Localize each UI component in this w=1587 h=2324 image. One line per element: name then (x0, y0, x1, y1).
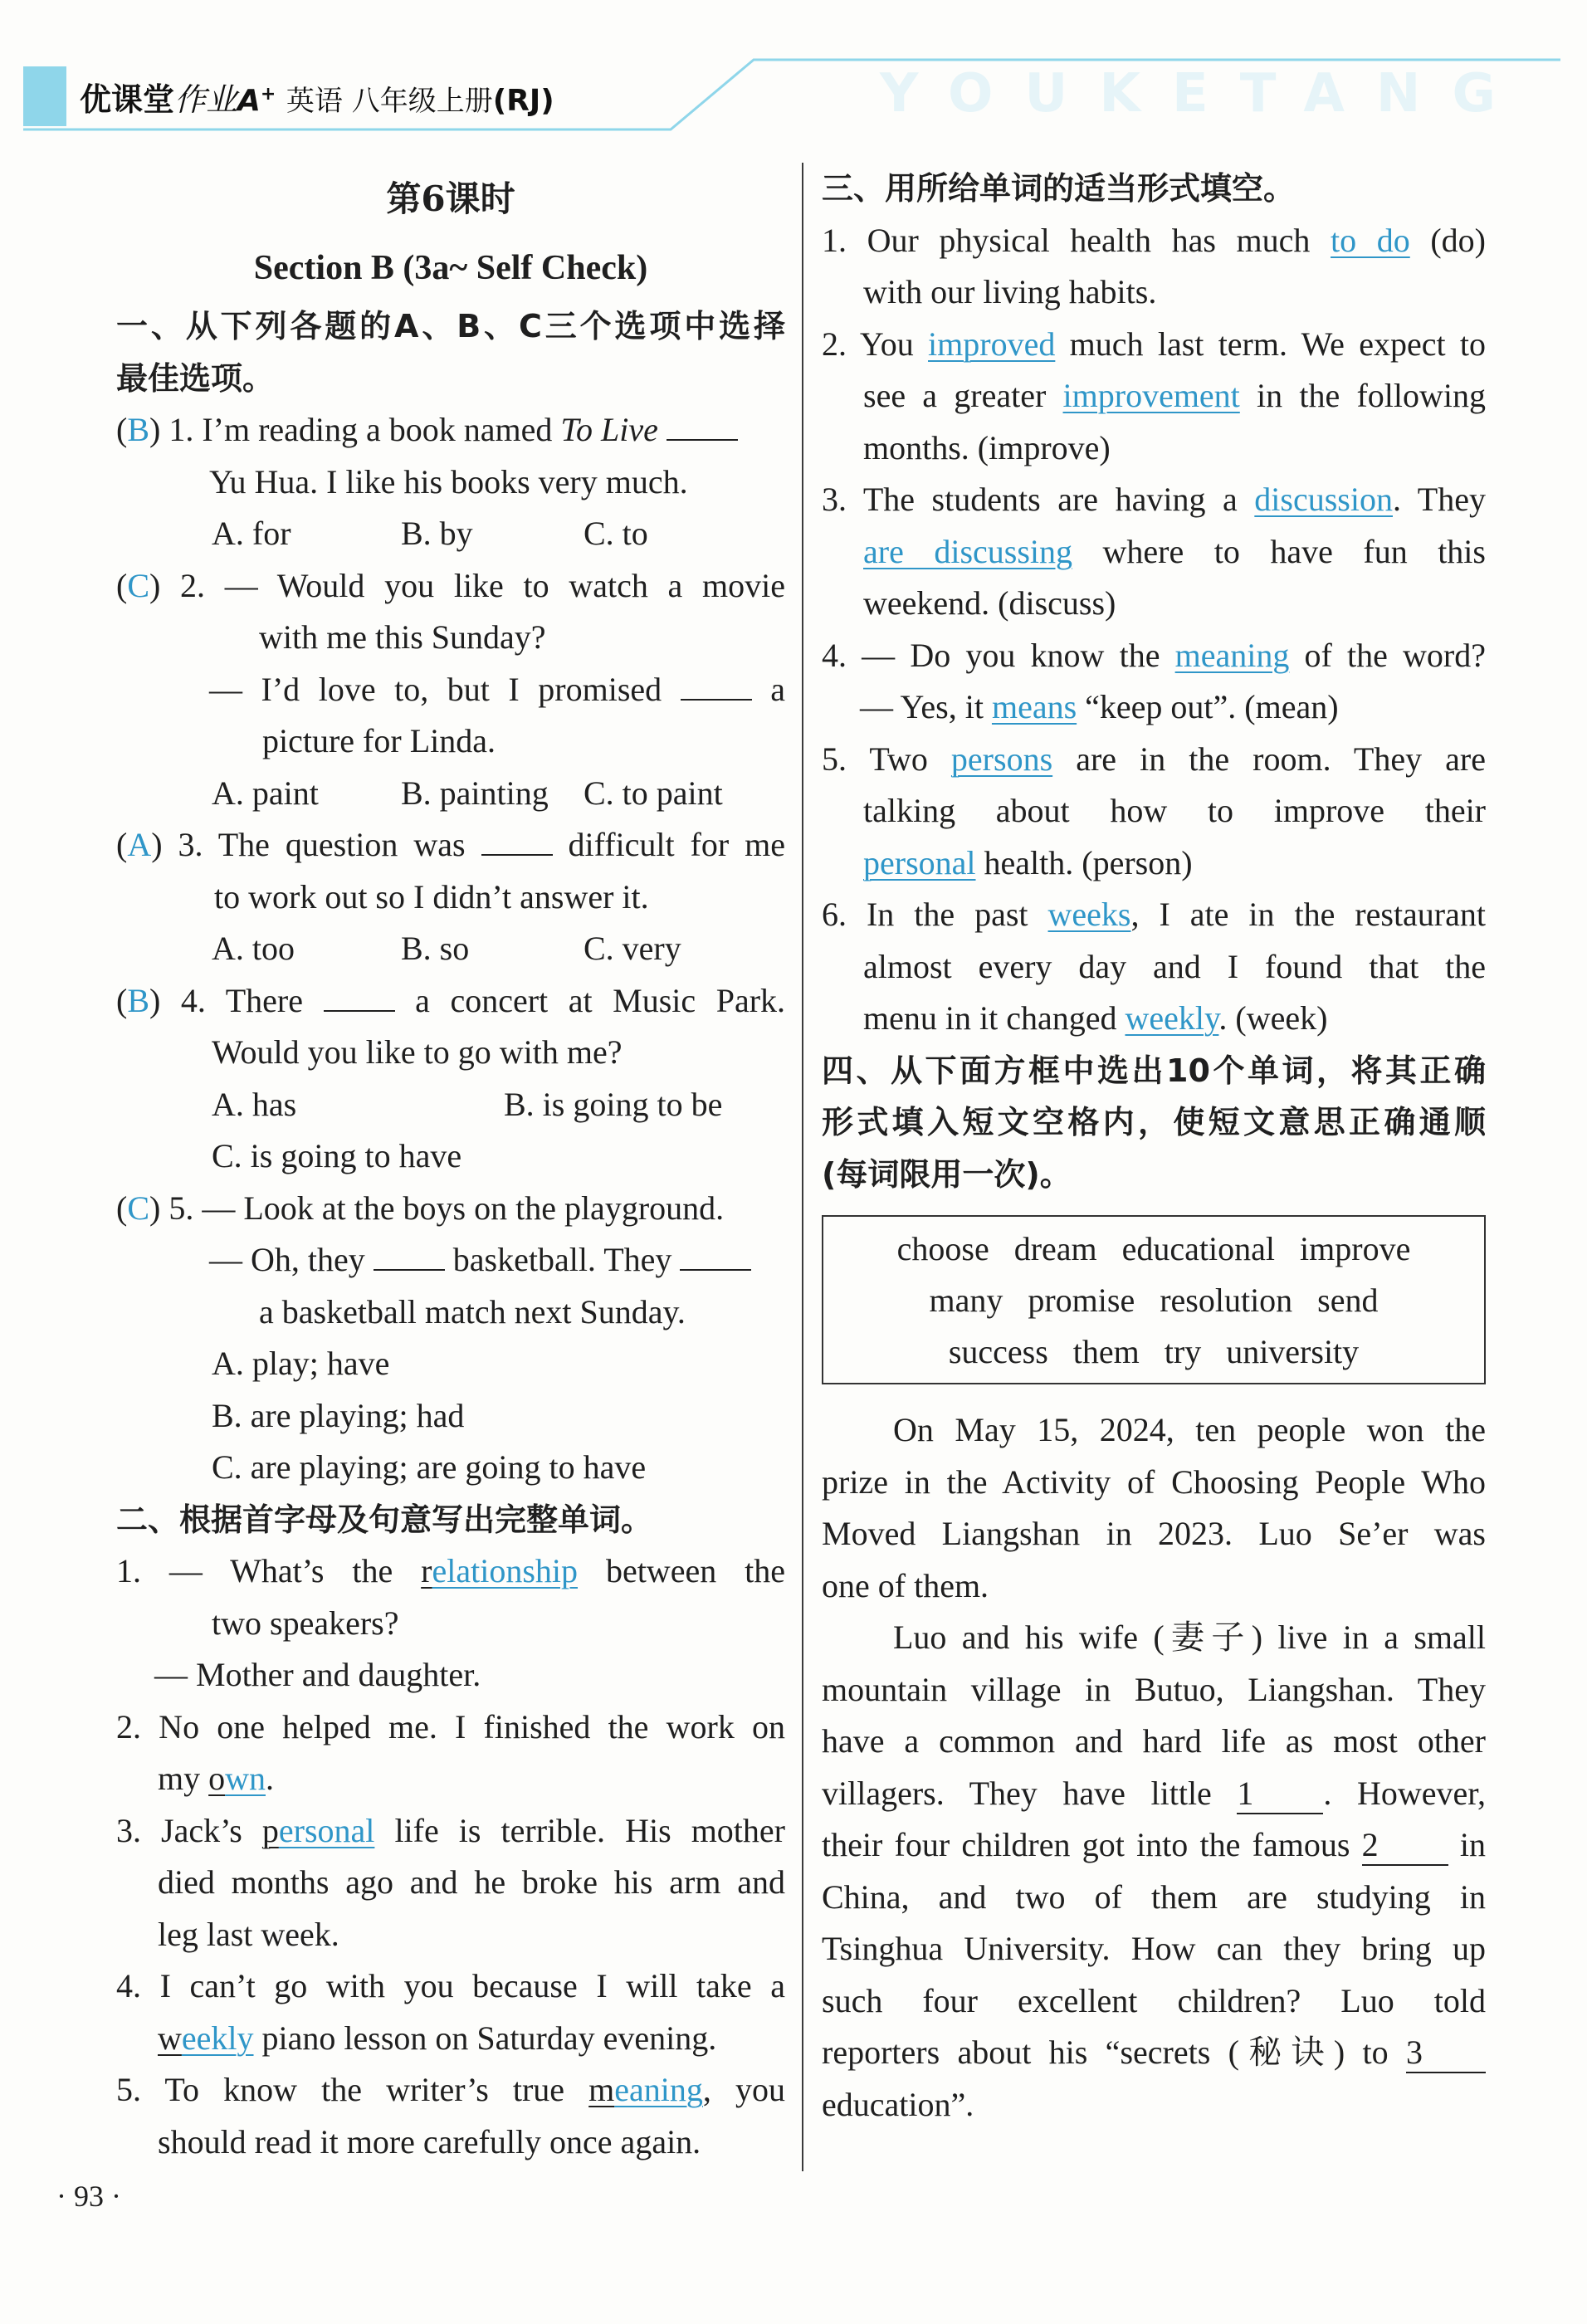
answer-5: C (127, 1189, 150, 1227)
passage-line: Moved Liangshan in 2023. Luo Se’er was (822, 1515, 1486, 1552)
p2q5-text-end: , you (702, 2071, 786, 2108)
passage-text: their four children got into the famous (822, 1826, 1350, 1863)
option-c: C. to paint (584, 774, 723, 812)
q2-line4: picture for Linda. (262, 722, 496, 759)
p2q1-line3: — Mother and daughter. (154, 1656, 481, 1693)
mc-question-4: (B) 4. There a concert at Music Park. (116, 975, 785, 1028)
p3q3-answer-2: are discussing (863, 532, 1073, 570)
p2q4-text-end: piano lesson on Saturday evening. (253, 2019, 717, 2057)
p3q6-answer-2: weekly (1125, 999, 1219, 1037)
p3q3-answer-1: discussion (1254, 481, 1393, 518)
q2-text: 2. — Would you like to watch a movie (180, 566, 785, 604)
lesson-title: 第6课时 (386, 178, 515, 219)
word-bank-row: success them try university (948, 1333, 1360, 1370)
p3q3-text: 3. The students are having a (822, 481, 1255, 518)
p3q1-text-end: (do) (1409, 221, 1486, 259)
blank (681, 667, 752, 701)
q4-line2: Would you like to go with me? (212, 1033, 623, 1071)
p2q4-initial: w (158, 2019, 182, 2057)
p3q2-line2-end: in the following (1239, 377, 1486, 414)
brand-grade: A (237, 84, 261, 118)
q2-options (116, 768, 785, 820)
p2q5-answer: eaning (614, 2071, 703, 2108)
passage-line: On May 15, 2024, ten people won the (893, 1411, 1486, 1448)
p3q3-line3: weekend. (discuss) (863, 584, 1116, 622)
q3-options (116, 923, 785, 975)
q4-option-c: C. is going to have (212, 1137, 462, 1174)
form-question-1 (822, 215, 1486, 267)
passage-text: reporters about his “secrets (秘诀) to (822, 2034, 1389, 2071)
q1-options (116, 508, 785, 560)
brand-name: 优课堂 (80, 81, 175, 118)
p2q3-answer: ersonal (278, 1811, 375, 1849)
p3q5-answer-1: persons (950, 740, 1053, 778)
column-divider (802, 163, 803, 2171)
answer-3: A (127, 826, 152, 863)
passage-text: . However, (1323, 1774, 1486, 1812)
p3q4-line2 (822, 681, 1486, 734)
book-title-italic: To Live (560, 411, 658, 448)
option-b: B. painting (401, 774, 549, 812)
p3q2-answer-2: improvement (1062, 377, 1240, 414)
q2-reply-end: a (770, 670, 786, 708)
passage-line: Tsinghua University. How can they bring up (822, 1930, 1486, 1967)
q1-line2: Yu Hua. I like his books very much. (209, 462, 688, 500)
passage-line (822, 1819, 1486, 1872)
brand-plus: + (260, 84, 276, 105)
p3q4-text: 4. — Do you know the (822, 636, 1175, 674)
p3q2-line2 (822, 370, 1486, 422)
option-a: A. too (212, 930, 295, 967)
mc-question-2: (C) 2. — Would you like to watch a movie (116, 566, 785, 604)
blank (481, 823, 553, 856)
p3q4-text-end: of the word? (1289, 636, 1486, 674)
form-question-3 (822, 474, 1486, 526)
fill-question-5 (116, 2064, 785, 2116)
p2q1-answer: elationship (432, 1552, 579, 1589)
p2q3-text-end: life is terrible. His mother (374, 1811, 785, 1849)
p3q5-text-end: are in the room. They are (1052, 740, 1486, 778)
p3q6-line3-text: menu in it changed (863, 999, 1126, 1037)
p2q3-text: 3. Jack’s (116, 1811, 262, 1849)
q4-options (116, 1079, 785, 1131)
p3q6-text-end: , I ate in the restaurant (1130, 896, 1486, 933)
mc-question-3: (A) 3. The question was difficult for me (116, 819, 785, 872)
part3-heading: 三、用所给单词的适当形式填空。 (822, 170, 1296, 207)
part4-heading-2: 形式填入短文空格内，使短文意思正确通顺 (822, 1104, 1486, 1140)
p2q5-line2: should read it more carefully once again. (158, 2122, 701, 2160)
p3q5-line3 (822, 837, 1486, 890)
edition-label: (RJ) (492, 84, 554, 118)
p3q5-line3-end: health. (person) (975, 843, 1193, 881)
p2q3-line3: leg last week. (158, 1915, 339, 1953)
fill-question-1 (116, 1545, 785, 1598)
p3q2-text: 2. You (822, 325, 929, 363)
p3q3-line2 (822, 526, 1486, 579)
passage-line: one of them. (822, 1566, 989, 1604)
section-title: Section B (3a~ Self Check) (253, 249, 648, 287)
q5-option-b: B. are playing; had (212, 1396, 465, 1434)
p2q2-line2 (116, 1753, 785, 1805)
p2q1-text: 1. — What’s the (116, 1552, 422, 1589)
part4-heading: 四、从下面方框中选出10个单词，将其正确 (822, 1052, 1486, 1089)
passage-line: Luo and his wife (妻子) live in a small (893, 1618, 1486, 1656)
option-b: B. is going to be (504, 1085, 723, 1123)
q3-line2: to work out so I didn’t answer it. (214, 877, 649, 915)
passage-line: mountain village in Butuo, Liangshan. They (822, 1670, 1486, 1708)
blank-3: 3 (1406, 2034, 1486, 2073)
p3q4-answer-1: meaning (1174, 636, 1290, 674)
passage-line: China, and two of them are studying in (822, 1877, 1486, 1916)
q4-text-end: a concert at Music Park. (415, 981, 786, 1019)
brand-script: 作业 (174, 81, 238, 118)
p3q1-text: 1. Our physical health has much (822, 221, 1331, 259)
fill-question-2: 2. No one helped me. I finished the work on (116, 1707, 785, 1745)
q5-line2 (116, 1234, 785, 1286)
left-column (116, 163, 785, 2168)
blank (680, 1238, 751, 1271)
q5-reply-mid: basketball. They (452, 1241, 672, 1278)
blank-1: 1 (1237, 1775, 1323, 1814)
option-b: B. so (401, 930, 470, 967)
q5-reply: — Oh, they (209, 1241, 365, 1278)
p2q2-initial: o (208, 1760, 226, 1797)
p3q5-line2: talking about how to improve their (863, 792, 1486, 829)
p3q6-text: 6. In the past (822, 896, 1048, 933)
p2q2-answer: wn (225, 1760, 266, 1797)
part1-heading: 一、从下列各题的A、B、C三个选项中选择 (116, 308, 785, 344)
form-question-6 (822, 889, 1486, 941)
p3q6-line3 (822, 993, 1486, 1045)
blank-2: 2 (1362, 1826, 1448, 1866)
passage-line: education”. (822, 2085, 974, 2123)
p2q1-text-end: between the (578, 1552, 785, 1589)
p2q2-text: my (158, 1760, 209, 1797)
q2-line2: with me this Sunday? (259, 618, 546, 656)
p3q5-answer-2: personal (863, 843, 976, 881)
word-bank-row: many promise resolution send (929, 1282, 1379, 1319)
form-question-5 (822, 734, 1486, 786)
option-a: A. for (212, 515, 291, 552)
p3q1-answer: to do (1331, 221, 1410, 259)
passage-text: in (1459, 1826, 1487, 1863)
q5-line3: a basketball match next Sunday. (259, 1292, 686, 1330)
part4-heading-3: (每词限用一次)。 (822, 1155, 1072, 1193)
option-a: A. paint (212, 774, 319, 812)
option-a: A. has (212, 1085, 297, 1123)
q5-text: 5. — Look at the boys on the playground. (168, 1189, 725, 1227)
p3q6-line2: almost every day and I found that the (863, 947, 1486, 985)
q4-text: 4. There (180, 981, 304, 1019)
fill-question-3 (116, 1805, 785, 1858)
subject-label: 英语 八年级上册 (286, 85, 493, 118)
page-number: · 93 · (56, 2180, 121, 2213)
mc-question-5: (C) 5. — Look at the boys on the playground. (116, 1189, 725, 1227)
fill-question-4: 4. I can’t go with you because I will take a (116, 1967, 785, 2004)
option-c: C. very (584, 930, 681, 967)
q3-text-end: difficult for me (568, 826, 786, 863)
p2q2-text-end: . (266, 1760, 275, 1797)
passage-line: such four excellent children? Luo told (822, 1981, 1486, 2019)
blank (324, 979, 395, 1012)
p3q4-line2-end: “keep out”. (mean) (1077, 688, 1339, 725)
passage-line (822, 2027, 1486, 2079)
word-bank-row: choose dream educational improve (896, 1230, 1411, 1267)
blank (374, 1238, 445, 1271)
form-question-4 (822, 630, 1486, 682)
mc-question-1: (B) 1. I’m reading a book named To Live (116, 404, 785, 456)
p3q3-line2-end: where to have fun this (1072, 532, 1486, 570)
q2-reply: — I’d love to, but I promised (209, 670, 662, 708)
form-question-2 (822, 319, 1486, 371)
p3q4-answer-2: means (991, 688, 1077, 725)
p3q5-text: 5. Two (822, 740, 951, 778)
p3q6-answer-1: weeks (1047, 896, 1131, 933)
p3q1-line2: with our living habits. (863, 273, 1157, 310)
p3q2-line3: months. (improve) (863, 428, 1111, 466)
p2q5-text: 5. To know the writer’s true (116, 2071, 589, 2108)
answer-2: C (127, 566, 150, 604)
p3q3-text-end: . They (1392, 481, 1486, 518)
q3-text: 3. The question was (178, 826, 466, 863)
header-watermark: YOUKETANG (879, 63, 1527, 124)
q2-line3 (116, 664, 785, 716)
p3q2-answer-1: improved (928, 325, 1056, 363)
q5-option-c: C. are playing; are going to have (212, 1448, 647, 1486)
right-column (822, 163, 1486, 2131)
word-bank-box (822, 1215, 1486, 1384)
p3q6-line3-end: . (week) (1218, 999, 1328, 1037)
answer-1: B (127, 411, 150, 448)
p2q3-line2: died months ago and he broke his arm and (158, 1863, 785, 1901)
passage-text: villagers. They have little (822, 1774, 1212, 1812)
p2q1-line2: two speakers? (212, 1604, 399, 1642)
p3q2-line2-text: see a greater (863, 377, 1063, 414)
p2q5-initial: m (588, 2071, 615, 2108)
option-b: B. by (401, 515, 473, 552)
page-header (23, 58, 1560, 134)
blank (667, 408, 738, 441)
p3q4-line2-text: — Yes, it (860, 688, 992, 725)
p2q4-answer: eekly (181, 2019, 254, 2057)
passage-line: prize in the Activity of Choosing People Who (822, 1462, 1486, 1501)
passage-line (822, 1768, 1486, 1820)
p2q1-initial: r (421, 1552, 432, 1589)
option-c: C. to (584, 515, 648, 552)
q5-option-a: A. play; have (212, 1345, 390, 1382)
answer-4: B (127, 981, 150, 1019)
p2q4-line2 (116, 2013, 785, 2065)
part1-heading-cont: 最佳选项。 (116, 359, 275, 397)
p2q3-initial: p (261, 1811, 279, 1849)
passage-line: have a common and hard life as most other (822, 1722, 1486, 1760)
q1-text: 1. I’m reading a book named (168, 411, 561, 448)
part2-heading: 二、根据首字母及句意写出完整单词。 (116, 1501, 653, 1538)
p3q2-text-mid: much last term. We expect to (1055, 325, 1486, 363)
